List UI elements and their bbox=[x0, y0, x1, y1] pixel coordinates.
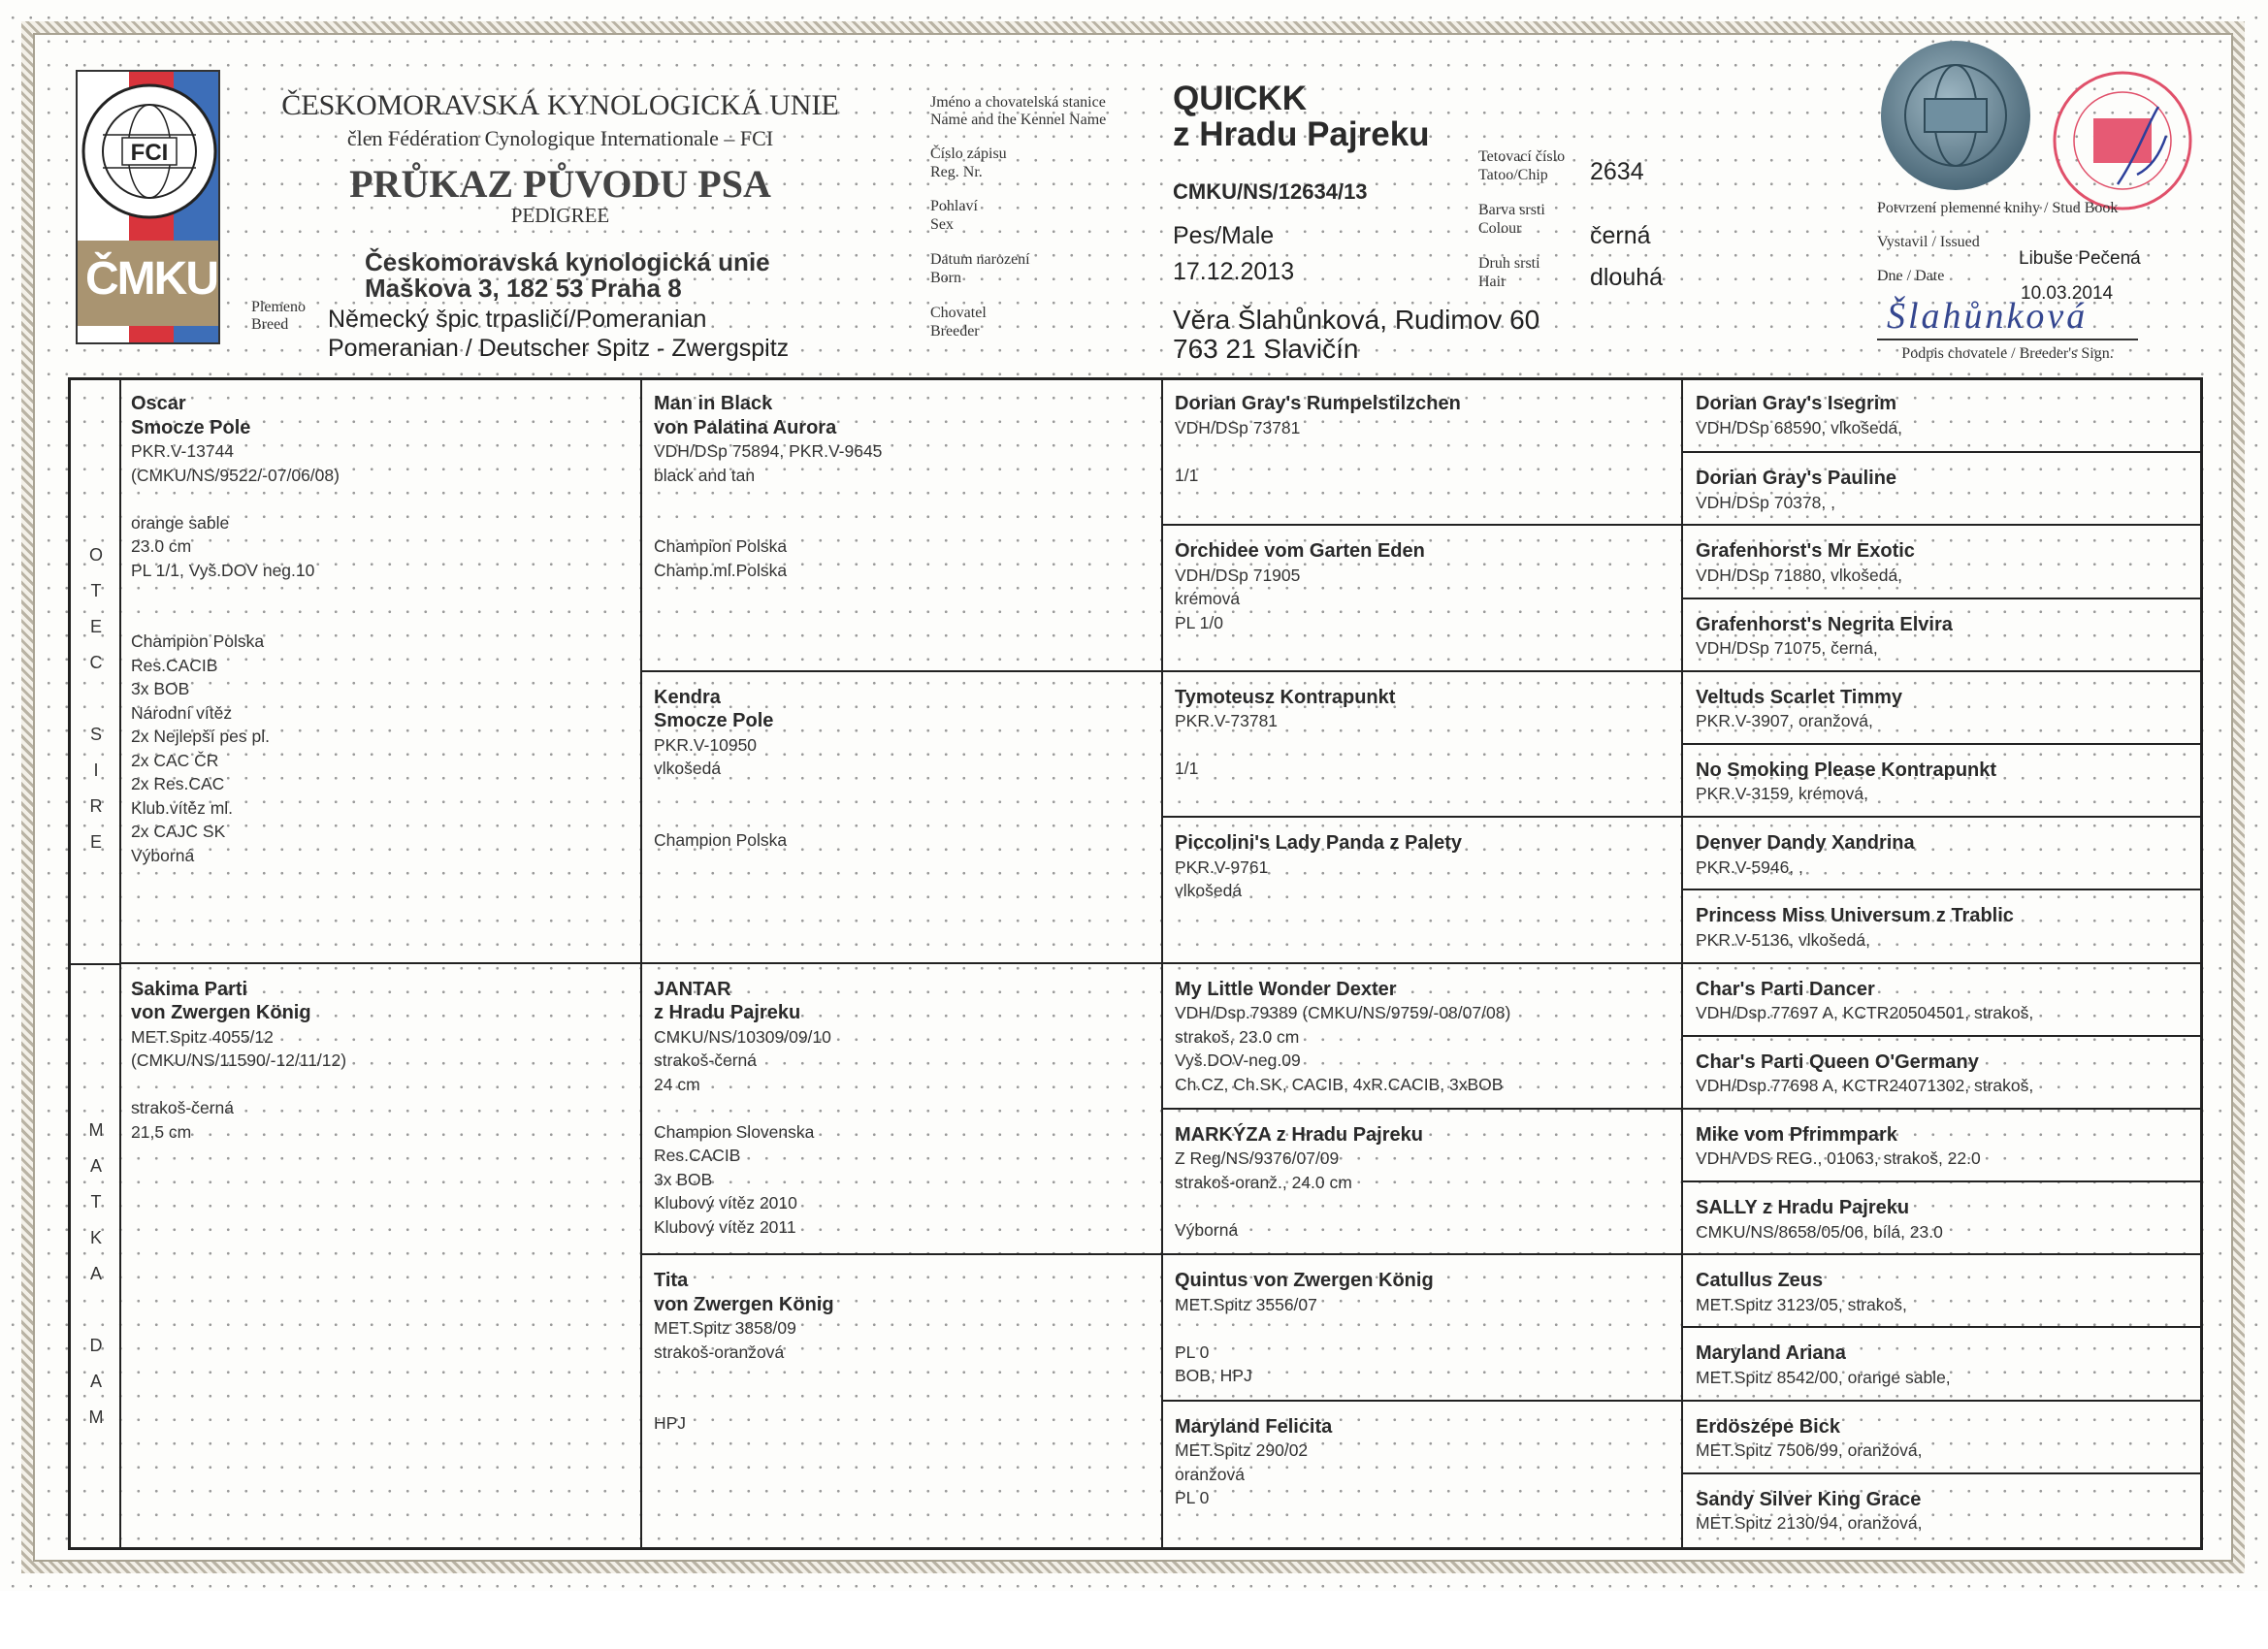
ancestor-detail: 3x BOB bbox=[131, 679, 190, 698]
ancestor-detail: VDH/DSp 68590, vlkošedá, bbox=[1696, 417, 1903, 437]
ancestor-name: Sakima Parti bbox=[131, 978, 248, 1000]
ancestor-detail: VDH/VDS REG., 01063, strakoš, 22.0 bbox=[1696, 1148, 1981, 1169]
ancestor-name: Grafenhorst's Mr Exotic bbox=[1696, 540, 1915, 563]
ancestor-cell bbox=[1161, 1400, 1681, 1547]
fci-cmku-logo bbox=[76, 70, 220, 344]
ancestor-cell bbox=[640, 1253, 1161, 1547]
ancestor-name: Orchidee vom Garten Eden bbox=[1175, 540, 1425, 563]
ancestor-detail: 1/1 bbox=[1175, 759, 1199, 779]
dam-vertical-letter: A bbox=[89, 1156, 102, 1176]
ancestor-detail: PKR.V-5136, vlkošedá, bbox=[1696, 929, 1870, 950]
ancestor-detail: Z Reg/NS/9376/07/09 bbox=[1175, 1148, 1340, 1169]
born-label-cz: Datum narození bbox=[930, 251, 1030, 268]
ancestor-detail bbox=[1175, 733, 1681, 758]
ancestor-cell bbox=[640, 962, 1161, 1256]
hair-label-cz: Druh srsti bbox=[1478, 255, 1540, 272]
sire-vertical-letter: I bbox=[93, 760, 99, 780]
ancestor-cell bbox=[640, 670, 1161, 964]
issue-date: 10.03.2014 bbox=[2021, 283, 2114, 304]
ancestor-detail: PKR.V-9761 bbox=[1175, 857, 1269, 877]
ancestor-cell bbox=[1681, 524, 2200, 598]
ancestor-cell bbox=[1681, 451, 2200, 526]
ancestor-detail: BOB, HPJ bbox=[1175, 1366, 1252, 1386]
ancestor-name: My Little Wonder Dexter bbox=[1175, 978, 1397, 1000]
ancestor-detail bbox=[654, 804, 1161, 828]
ancestor-detail bbox=[654, 1388, 1161, 1412]
dam-vertical-letter: M bbox=[88, 1120, 104, 1140]
ancestor-detail: Klubový vítěz 2010 bbox=[654, 1193, 797, 1212]
ancestor-name: Smocze Pole bbox=[654, 710, 774, 732]
ancestor-name: Oscar bbox=[131, 393, 186, 414]
ancestor-name: Maryland Felicita bbox=[1175, 1415, 1333, 1438]
ancestor-detail: Výborná bbox=[1175, 1219, 1239, 1240]
ancestor-detail: Res.CACIB bbox=[654, 1146, 741, 1165]
ancestor-detail bbox=[654, 1364, 1161, 1388]
ancestor-detail: strakoš-černá bbox=[131, 1098, 235, 1117]
ancestor-detail: Národní vítěz bbox=[131, 702, 233, 723]
ancestor-detail: 23.0 cm bbox=[131, 536, 192, 556]
ancestor-detail: Champion Polska bbox=[131, 631, 265, 651]
ancestor-detail: Výborná bbox=[131, 845, 195, 865]
ancestor-name: Piccolini's Lady Panda z Palety bbox=[1175, 832, 1462, 855]
document-title: PRŮKAZ PŮVODU PSA bbox=[349, 162, 771, 206]
ancestor-name: Dorian Gray's Isegrim bbox=[1696, 393, 1897, 414]
dog-reg-number: CMKU/NS/12634/13 bbox=[1173, 179, 1368, 204]
sire-vertical-letter: E bbox=[89, 832, 102, 852]
ancestor-detail: (CMKU/NS/9522/-07/06/08) bbox=[131, 465, 340, 485]
ancestor-name: Denver Dandy Xandrina bbox=[1696, 832, 1915, 855]
sire-vertical-letter: E bbox=[89, 617, 102, 636]
ancestor-cell bbox=[1161, 1253, 1681, 1401]
tattoo-label-en: Tatoo/Chip bbox=[1478, 167, 1548, 183]
ancestor-detail: VDH/DSp 71880, vlkošedá, bbox=[1696, 565, 1903, 585]
ancestor-cell bbox=[1681, 1472, 2200, 1547]
ancestor-detail: Champion Polska bbox=[654, 829, 788, 850]
tattoo-label-cz: Tetovací číslo bbox=[1478, 148, 1566, 165]
ancestor-detail: strakoš-černá bbox=[654, 1051, 758, 1070]
ancestor-detail: PKR.V-73781 bbox=[1175, 711, 1279, 731]
dam-vertical-letter: T bbox=[90, 1192, 102, 1212]
ancestor-detail: strakoš, 23.0 cm bbox=[1175, 1026, 1300, 1047]
ancestor-detail: 2x CAC ČR bbox=[131, 750, 219, 770]
ancestor-detail: orange sable bbox=[131, 512, 230, 533]
issuer-address: Maškova 3, 182 53 Praha 8 bbox=[365, 274, 682, 303]
breed-value: Německý špic trpasličí/Pomeranian bbox=[328, 306, 707, 333]
ancestor-detail: PKR.V-3907, oranžová, bbox=[1696, 711, 1873, 731]
sex-label-cz: Pohlaví bbox=[930, 198, 978, 214]
sire-vertical-letter: O bbox=[88, 545, 103, 565]
ancestor-cell bbox=[640, 378, 1161, 672]
ancestor-name: Kendra bbox=[654, 686, 721, 708]
breeder-label-en: Breeder bbox=[930, 323, 980, 340]
fci-logo-text: FCI bbox=[130, 140, 169, 166]
fci-hologram-icon bbox=[1878, 39, 2033, 194]
ancestor-cell bbox=[119, 962, 640, 1548]
ancestor-name: von Palatina Aurora bbox=[654, 416, 837, 438]
ancestor-cell bbox=[1681, 743, 2200, 818]
sire-vertical-letter: C bbox=[89, 653, 103, 672]
ancestor-name: Char's Parti Queen O'Germany bbox=[1696, 1051, 1979, 1073]
ancestor-detail: PL 1/1, Vyš.DOV neg.10 bbox=[131, 560, 315, 580]
reg-label-en: Reg. Nr. bbox=[930, 164, 983, 180]
ancestor-detail bbox=[131, 487, 640, 511]
ancestor-detail: black and tan bbox=[654, 465, 756, 485]
ancestor-detail: Ch.CZ, Ch.SK, CACIB, 4xR.CACIB, 3xBOB bbox=[1175, 1074, 1504, 1094]
sire-dam-divider bbox=[71, 963, 119, 965]
ancestor-name: Princess Miss Universum z Trablic bbox=[1696, 905, 2014, 927]
ancestor-cell bbox=[119, 378, 640, 964]
ancestor-detail: (CMKU/NS/11590/-12/11/12) bbox=[131, 1051, 347, 1070]
dog-sex: Pes/Male bbox=[1173, 222, 1275, 249]
ancestor-detail: oranžová bbox=[1175, 1464, 1245, 1484]
ancestor-detail: 2x Nejlepší pes pl. bbox=[131, 727, 270, 746]
ancestor-detail: MET.Spitz 8542/00, orange sable, bbox=[1696, 1367, 1951, 1387]
name-label-en: Name and the Kennel Name bbox=[930, 112, 1107, 128]
ancestor-cell bbox=[1161, 1108, 1681, 1255]
ancestor-cell bbox=[1681, 1253, 2200, 1328]
pedigree-table bbox=[68, 377, 2203, 1550]
ancestor-name: Char's Parti Dancer bbox=[1696, 978, 1875, 1000]
ancestor-detail: Champion Polska bbox=[654, 536, 788, 556]
ancestor-name: Smocze Pole bbox=[131, 416, 251, 438]
issued-label: Vystavil / Issued bbox=[1877, 234, 1980, 250]
ancestor-cell bbox=[1681, 1180, 2200, 1255]
ancestor-name: JANTAR bbox=[654, 978, 731, 1000]
ancestor-detail: MET.Spitz 7506/99, oranžová, bbox=[1696, 1440, 1923, 1461]
ancestor-detail: CMKU/NS/8658/05/06, bílá, 23.0 bbox=[1696, 1221, 1943, 1242]
ancestor-detail: Klub.vítěz ml. bbox=[131, 797, 234, 818]
ancestor-cell bbox=[1681, 670, 2200, 745]
ancestor-detail bbox=[1175, 1316, 1681, 1341]
ancestor-detail: VDH/DSp 71075, černá, bbox=[1696, 638, 1878, 659]
ancestor-cell bbox=[1681, 816, 2200, 890]
issued-by: Libuše Pečená bbox=[2019, 248, 2141, 269]
ancestor-detail: krémová bbox=[1175, 589, 1241, 609]
dam-vertical-letter: K bbox=[89, 1228, 102, 1247]
ancestor-name: Dorian Gray's Pauline bbox=[1696, 468, 1897, 490]
ancestor-detail: Vyš.DOV-neg.09 bbox=[1175, 1051, 1301, 1070]
ancestor-detail: HPJ bbox=[654, 1413, 687, 1434]
sire-vertical-letter: S bbox=[89, 725, 102, 744]
ancestor-name: Catullus Zeus bbox=[1696, 1270, 1824, 1292]
ancestor-name: Grafenhorst's Negrita Elvira bbox=[1696, 613, 1953, 635]
ancestor-detail: CMKU/NS/10309/09/10 bbox=[654, 1026, 831, 1047]
ancestor-name: Mike vom Pfrimmpark bbox=[1696, 1123, 1897, 1146]
ancestor-detail: VDH/Dsp.77698 A, KCTR24071302, strakoš, bbox=[1696, 1076, 2034, 1096]
colour-label-en: Colour bbox=[1478, 220, 1522, 237]
ancestor-detail: VDH/DSp 73781 bbox=[1175, 417, 1301, 437]
ancestor-detail: PL 0 bbox=[1175, 1342, 1210, 1362]
dog-birth-date: 17.12.2013 bbox=[1173, 258, 1295, 285]
ancestor-detail bbox=[654, 1096, 1161, 1120]
name-label-cz: Jméno a chovatelská stanice bbox=[930, 94, 1106, 111]
ancestor-cell bbox=[1681, 1035, 2200, 1110]
ancestor-detail: PKR.V-10950 bbox=[654, 734, 758, 755]
ancestor-detail: Champ.ml.Polska bbox=[654, 560, 788, 580]
breeder-label-cz: Chovatel bbox=[930, 305, 987, 321]
dam-vertical-letter: A bbox=[89, 1372, 102, 1391]
document-subtitle: PEDIGREE bbox=[510, 204, 610, 227]
org-title: ČESKOMORAVSKÁ KYNOLOGICKÁ UNIE bbox=[281, 89, 839, 121]
ancestor-name: z Hradu Pajreku bbox=[654, 1002, 801, 1023]
ancestor-detail: MET.Spitz 3858/09 bbox=[654, 1318, 796, 1339]
dam-vertical-letter: M bbox=[88, 1407, 104, 1427]
ancestor-cell bbox=[1161, 962, 1681, 1110]
ancestor-detail bbox=[131, 606, 640, 630]
ancestor-detail: VDH/DSp 71905 bbox=[1175, 565, 1301, 585]
ancestor-detail: 2x CAJC SK bbox=[131, 822, 226, 841]
ancestor-name: von Zwergen König bbox=[654, 1293, 834, 1315]
ancestor-detail: PL 1/0 bbox=[1175, 612, 1223, 632]
ancestor-cell bbox=[1681, 598, 2200, 672]
hair-label-en: Hair bbox=[1478, 274, 1507, 290]
ancestor-detail bbox=[1175, 1194, 1681, 1218]
signature-label: Podpis chovatele / Breeder's Sign. bbox=[1901, 345, 2114, 362]
ancestor-name: Tita bbox=[654, 1270, 689, 1292]
ancestor-detail: VDH/DSp 75894, PKR.V-9645 bbox=[654, 441, 883, 461]
ancestor-name: Dorian Gray's Rumpelstilzchen bbox=[1175, 393, 1461, 414]
sire-vertical-letter: R bbox=[89, 796, 103, 816]
ancestor-name: MARKÝZA z Hradu Pajreku bbox=[1175, 1123, 1423, 1146]
ancestor-cell bbox=[1681, 1326, 2200, 1401]
signature-line bbox=[1877, 339, 2138, 340]
ancestor-detail bbox=[131, 582, 640, 606]
sex-label-en: Sex bbox=[930, 216, 954, 233]
ancestor-detail: 1/1 bbox=[1175, 465, 1199, 485]
fci-globe-icon bbox=[80, 81, 219, 221]
ancestor-name: SALLY z Hradu Pajreku bbox=[1696, 1197, 1910, 1219]
ancestor-detail bbox=[654, 487, 1161, 511]
ancestor-name: Tymoteusz Kontrapunkt bbox=[1175, 686, 1396, 708]
sire-vertical-letter: T bbox=[90, 581, 102, 600]
studbook-confirm-label: Potvrzení plemenné knihy / Stud Book bbox=[1877, 200, 2119, 216]
issuer-name: Českomoravská kynologická unie bbox=[365, 247, 770, 276]
ancestor-cell bbox=[1681, 378, 2200, 453]
breeder-address: 763 21 Slavičín bbox=[1173, 334, 1359, 364]
studbook-stamp-icon bbox=[2050, 68, 2195, 213]
breed-value-alt: Pomeranian / Deutscher Spitz - Zwergspitz bbox=[328, 335, 790, 362]
ancestor-cell bbox=[1161, 524, 1681, 671]
hair-value: dlouhá bbox=[1590, 264, 1664, 291]
ancestor-detail: PKR.V-3159, krémová, bbox=[1696, 784, 1868, 804]
ancestor-name: Maryland Ariana bbox=[1696, 1342, 1846, 1365]
ancestor-detail bbox=[654, 781, 1161, 805]
ancestor-detail: MET.Spitz 4055/12 bbox=[131, 1026, 274, 1047]
breed-label-cz: Plemeno bbox=[251, 299, 306, 315]
ancestor-detail: PL 0 bbox=[1175, 1488, 1210, 1508]
ancestor-detail: MET.Spitz 3556/07 bbox=[1175, 1294, 1317, 1314]
ancestor-name: No Smoking Please Kontrapunkt bbox=[1696, 759, 1997, 781]
tattoo-value: 2634 bbox=[1590, 158, 1644, 185]
breeder-signature: Šlahůnková bbox=[1887, 296, 2089, 337]
ancestor-detail: 24 cm bbox=[654, 1074, 700, 1094]
ancestor-name: Quintus von Zwergen König bbox=[1175, 1270, 1434, 1292]
ancestor-detail: Klubový vítěz 2011 bbox=[654, 1216, 796, 1237]
ancestor-detail: 21,5 cm bbox=[131, 1121, 192, 1142]
colour-label-cz: Barva srsti bbox=[1478, 202, 1545, 218]
dam-vertical-letter: A bbox=[89, 1264, 102, 1283]
dam-vertical-letter: D bbox=[89, 1336, 103, 1355]
ancestor-detail: MET.Spitz 3123/05, strakoš, bbox=[1696, 1294, 1907, 1314]
dog-kennel: z Hradu Pajreku bbox=[1173, 115, 1430, 153]
ancestor-detail: PKR.V-13744 bbox=[131, 441, 235, 461]
ancestor-detail: vlkošedá bbox=[1175, 881, 1243, 901]
ancestor-detail: Res.CACIB bbox=[131, 655, 218, 675]
ancestor-cell bbox=[1681, 962, 2200, 1037]
ancestor-detail bbox=[1175, 439, 1681, 464]
ancestor-detail: VDH/Dsp.77697 A, KCTR20504501, strakoš, bbox=[1696, 1003, 2034, 1022]
ancestor-detail: vlkošedá bbox=[654, 759, 722, 779]
org-subtitle: člen Fédération Cynologique Internationale – FCI bbox=[346, 126, 774, 150]
date-label: Dne / Date bbox=[1877, 268, 1945, 284]
ancestor-detail: VDH/Dsp.79389 (CMKU/NS/9759/-08/07/08) bbox=[1175, 1003, 1511, 1022]
ancestor-detail bbox=[654, 511, 1161, 535]
ancestor-cell bbox=[1161, 670, 1681, 818]
ancestor-detail: Champion Slovenska bbox=[654, 1121, 815, 1142]
ancestor-cell bbox=[1161, 816, 1681, 963]
ancestor-cell bbox=[1681, 889, 2200, 963]
ancestor-detail: strakoš-oranžová bbox=[654, 1342, 785, 1362]
born-label-en: Born bbox=[930, 270, 961, 286]
ancestor-detail: PKR.V-5946, , bbox=[1696, 857, 1803, 877]
ancestor-detail: MET.Spitz 2130/94, oranžová, bbox=[1696, 1513, 1923, 1534]
dog-name: QUICKK bbox=[1173, 80, 1308, 117]
ancestor-cell bbox=[1161, 378, 1681, 526]
ancestor-name: Erdöszépe Bick bbox=[1696, 1415, 1840, 1438]
breed-label-en: Breed bbox=[251, 316, 289, 333]
cmku-logo bbox=[78, 241, 219, 326]
ancestor-detail: MET.Spitz 290/02 bbox=[1175, 1440, 1309, 1461]
ancestor-detail: VDH/DSp 70378, , bbox=[1696, 492, 1835, 512]
cmku-logo-text: ČMKU bbox=[85, 253, 217, 305]
ancestor-name: Veltuds Scarlet Timmy bbox=[1696, 686, 1903, 708]
colour-value: černá bbox=[1590, 222, 1651, 249]
ancestor-cell bbox=[1681, 1108, 2200, 1182]
ancestor-cell bbox=[1681, 1400, 2200, 1474]
ancestor-name: von Zwergen König bbox=[131, 1002, 311, 1023]
ancestor-detail: 3x BOB bbox=[654, 1169, 713, 1189]
ancestor-name: Sandy Silver King Grace bbox=[1696, 1488, 1922, 1510]
ancestor-detail: 2x Res.CAC bbox=[131, 774, 225, 793]
breeder-name: Věra Šlahůnková, Rudimov 60 bbox=[1173, 305, 1540, 335]
ancestor-detail bbox=[131, 1073, 640, 1097]
ancestor-name: Man in Black bbox=[654, 393, 773, 414]
reg-label-cz: Číslo zápisu bbox=[930, 146, 1007, 162]
ancestor-detail: strakoš-oranž., 24.0 cm bbox=[1175, 1172, 1352, 1192]
